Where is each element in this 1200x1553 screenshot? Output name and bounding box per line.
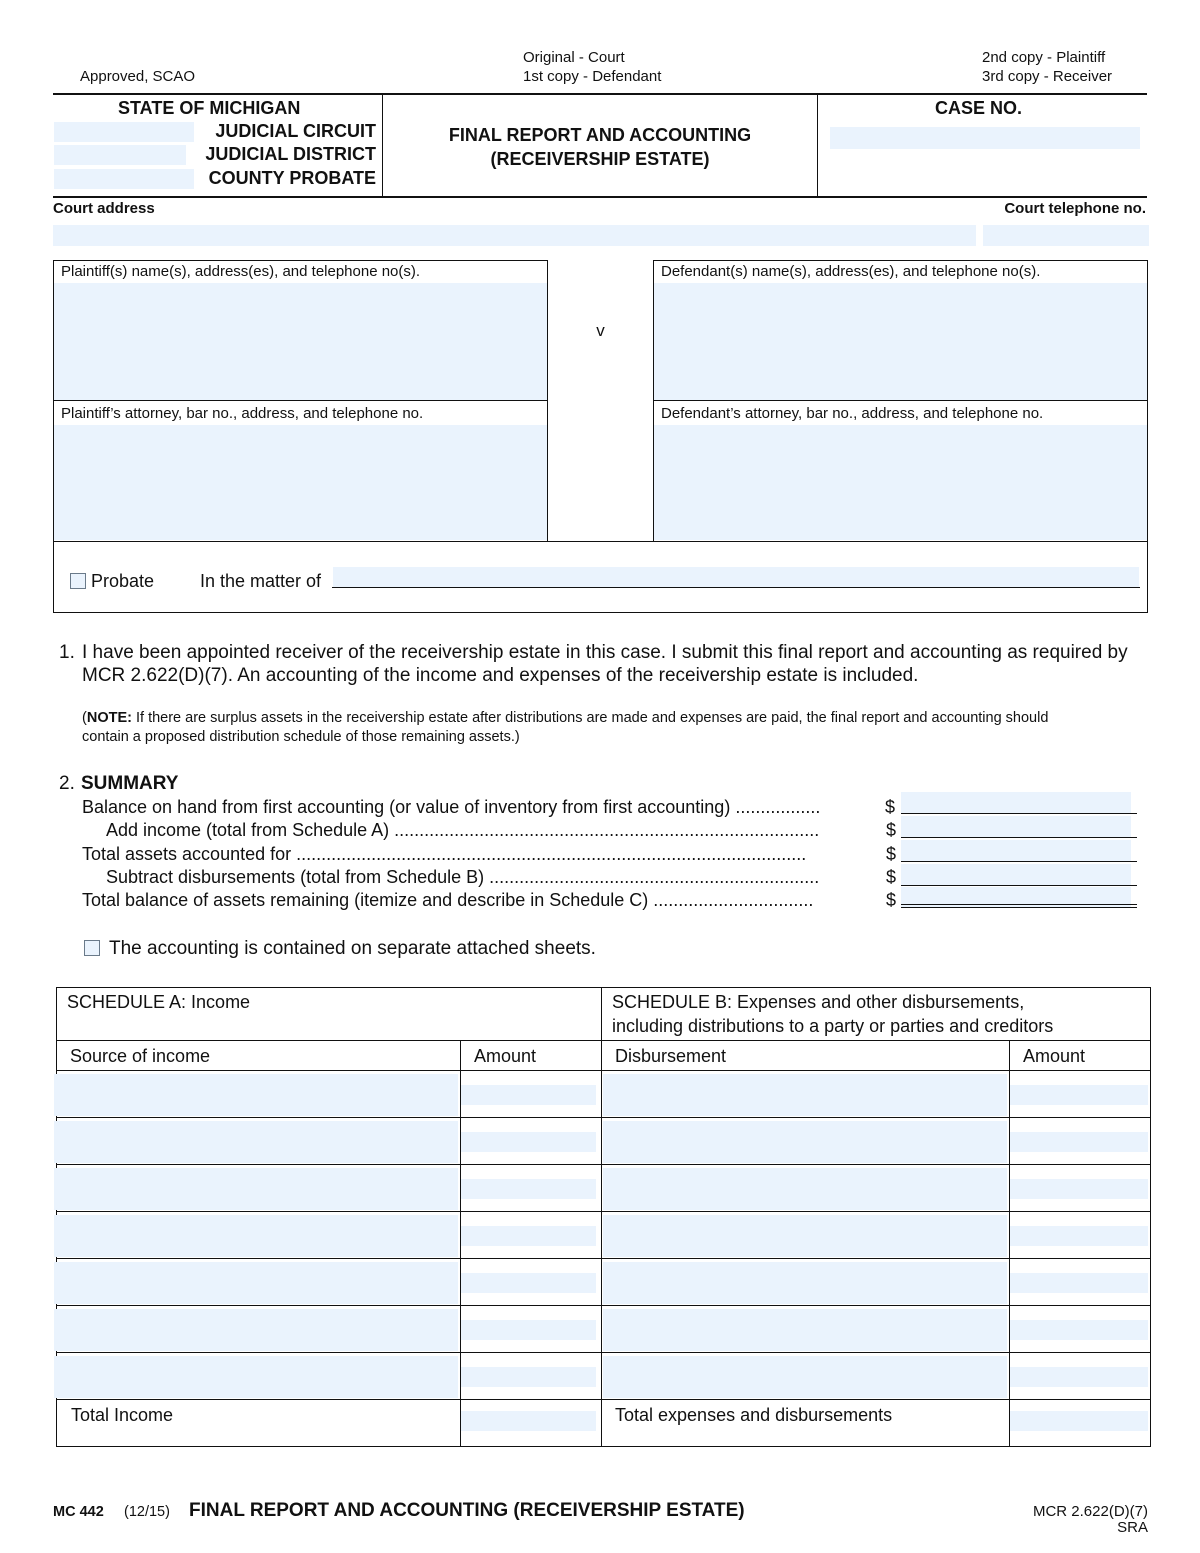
item1-text-line1: I have been appointed receiver of the receivership estate in this case. I submit this final report and accounting as required by bbox=[82, 642, 1128, 663]
footer-code: SRA bbox=[1117, 1519, 1148, 1536]
header-top-rule bbox=[53, 93, 1147, 95]
total-expenses-input[interactable] bbox=[1010, 1411, 1148, 1431]
copy-distribution-defendant: 1st copy - Defendant bbox=[523, 68, 662, 85]
income-amount-input[interactable] bbox=[461, 1320, 596, 1340]
case-no-input[interactable] bbox=[830, 127, 1140, 149]
schedule-header-rule bbox=[56, 1040, 1151, 1041]
disbursement-input[interactable] bbox=[603, 1309, 1007, 1351]
summary-input-balance[interactable] bbox=[901, 792, 1131, 813]
item1-note-line1 bbox=[82, 710, 1048, 726]
matter-underline bbox=[332, 587, 1140, 588]
court-address-label: Court address bbox=[53, 200, 155, 217]
disbursement-amount-input[interactable] bbox=[1010, 1320, 1148, 1340]
case-no-label: CASE NO. bbox=[935, 98, 1023, 118]
disbursement-amount-input[interactable] bbox=[1010, 1085, 1148, 1105]
disbursement-amount-input[interactable] bbox=[1010, 1132, 1148, 1152]
footer-form-date: (12/15) bbox=[124, 1504, 170, 1520]
plaintiff-attorney-label: Plaintiff’s attorney, bar no., address, and telephone no. bbox=[61, 405, 424, 422]
income-amount-input[interactable] bbox=[461, 1226, 596, 1246]
schedule-b-title-line1: SCHEDULE B: Expenses and other disbursements, bbox=[612, 992, 1025, 1012]
disbursement-input[interactable] bbox=[603, 1262, 1007, 1304]
item1-number: 1. bbox=[59, 642, 75, 663]
income-source-input[interactable] bbox=[54, 1074, 458, 1116]
summary-row-balance bbox=[82, 797, 885, 818]
disbursement-amount-input[interactable] bbox=[1010, 1226, 1148, 1246]
summary-double-underline-1 bbox=[901, 904, 1137, 905]
versus-text: v bbox=[596, 321, 605, 340]
summary-currency-balance: $ bbox=[885, 797, 896, 817]
summary-input-total-assets[interactable] bbox=[901, 840, 1131, 861]
disbursement-input[interactable] bbox=[603, 1121, 1007, 1163]
circuit-label: JUDICIAL CIRCUIT bbox=[215, 121, 376, 141]
defendant-input[interactable] bbox=[654, 283, 1147, 400]
plaintiff-attorney-input[interactable] bbox=[54, 425, 547, 540]
district-input[interactable] bbox=[54, 145, 186, 165]
matter-label: In the matter of bbox=[200, 571, 322, 591]
summary-currency-remaining: $ bbox=[886, 890, 897, 910]
summary-row-total-assets bbox=[82, 844, 882, 865]
copy-distribution-original: Original - Court bbox=[523, 49, 625, 66]
summary-heading: SUMMARY bbox=[81, 773, 179, 794]
probate-checkbox-label: Probate bbox=[91, 571, 155, 591]
schedule-row-rule bbox=[56, 1258, 1151, 1259]
income-amount-input[interactable] bbox=[461, 1273, 596, 1293]
probate-label: COUNTY PROBATE bbox=[208, 168, 376, 188]
footer-rule: MCR 2.622(D)(7) bbox=[1032, 1503, 1148, 1520]
summary-underline bbox=[901, 813, 1137, 814]
income-amount-input[interactable] bbox=[461, 1179, 596, 1199]
probate-checkbox[interactable] bbox=[70, 573, 86, 589]
probate-county-input[interactable] bbox=[54, 169, 194, 189]
total-income-label: Total Income bbox=[71, 1405, 174, 1425]
disbursement-amount-input[interactable] bbox=[1010, 1273, 1148, 1293]
summary-input-disbursements[interactable] bbox=[901, 864, 1131, 885]
income-amount-input[interactable] bbox=[461, 1132, 596, 1152]
schedule-row-rule bbox=[56, 1117, 1151, 1118]
summary-label-balance: Balance on hand from first accounting (or value of inventory from first accounting) bbox=[82, 797, 731, 817]
summary-underline bbox=[901, 837, 1137, 838]
total-expenses-label: Total expenses and disbursements bbox=[615, 1405, 893, 1425]
summary-dots: ..................................................................................... bbox=[389, 820, 820, 840]
schedule-row-rule bbox=[56, 1352, 1151, 1353]
form-title-line2: (RECEIVERSHIP ESTATE) bbox=[490, 149, 710, 169]
district-label: JUDICIAL DISTRICT bbox=[205, 144, 376, 164]
disbursement-amount-input[interactable] bbox=[1010, 1179, 1148, 1199]
matter-input[interactable] bbox=[333, 567, 1139, 587]
summary-underline bbox=[901, 861, 1137, 862]
court-phone-input[interactable] bbox=[983, 225, 1149, 246]
header-bottom-rule bbox=[53, 196, 1147, 198]
summary-dots: ................. bbox=[730, 797, 821, 817]
income-source-input[interactable] bbox=[54, 1309, 458, 1351]
disbursement-input[interactable] bbox=[603, 1168, 1007, 1210]
income-amount-input[interactable] bbox=[461, 1085, 596, 1105]
income-source-input[interactable] bbox=[54, 1121, 458, 1163]
summary-double-underline-2 bbox=[901, 907, 1137, 908]
summary-dots: ................................ bbox=[648, 890, 814, 910]
summary-label-disbursements: Subtract disbursements (total from Schedule B) bbox=[106, 867, 485, 887]
item1-text-line2: MCR 2.622(D)(7). An accounting of the income and expenses of the receivership estate is included. bbox=[82, 665, 919, 686]
summary-row-remaining bbox=[82, 890, 882, 911]
court-phone-label: Court telephone no. bbox=[1004, 200, 1146, 217]
disbursement-input[interactable] bbox=[603, 1215, 1007, 1257]
item1-note-line2: contain a proposed distribution schedule of those remaining assets.) bbox=[82, 729, 520, 745]
defendant-attorney-input[interactable] bbox=[654, 425, 1147, 540]
footer-form-title: FINAL REPORT AND ACCOUNTING (RECEIVERSHIP ESTATE) bbox=[189, 1500, 745, 1521]
approved-text: Approved, SCAO bbox=[80, 68, 196, 85]
total-income-input[interactable] bbox=[461, 1411, 596, 1431]
summary-currency-income: $ bbox=[886, 820, 897, 840]
schedule-row-rule bbox=[56, 1211, 1151, 1212]
form-title-line1: FINAL REPORT AND ACCOUNTING bbox=[448, 125, 752, 145]
summary-label-total-assets: Total assets accounted for bbox=[82, 844, 292, 864]
income-source-input[interactable] bbox=[54, 1168, 458, 1210]
income-source-input[interactable] bbox=[54, 1215, 458, 1257]
disbursement-amount-input[interactable] bbox=[1010, 1367, 1148, 1387]
item2-number: 2. bbox=[59, 773, 75, 794]
schedule-colhead-rule bbox=[56, 1070, 1151, 1071]
defendant-label: Defendant(s) name(s), address(es), and telephone no(s). bbox=[661, 263, 1041, 280]
col-amount-b-header: Amount bbox=[1023, 1046, 1086, 1066]
schedule-row-rule bbox=[56, 1305, 1151, 1306]
disbursement-input[interactable] bbox=[603, 1074, 1007, 1116]
disbursement-input[interactable] bbox=[603, 1356, 1007, 1398]
col-disbursement-header: Disbursement bbox=[615, 1046, 727, 1066]
schedule-b-title-line2: including distributions to a party or parties and creditors bbox=[612, 1016, 1054, 1036]
circuit-input[interactable] bbox=[54, 122, 194, 142]
summary-row-disbursements bbox=[106, 867, 882, 888]
note-open-paren: ( bbox=[82, 710, 87, 726]
income-source-input[interactable] bbox=[54, 1356, 458, 1398]
plaintiff-input[interactable] bbox=[54, 283, 547, 400]
copy-distribution-receiver: 3rd copy - Receiver bbox=[982, 68, 1113, 85]
summary-underline bbox=[901, 885, 1137, 886]
summary-currency-total-assets: $ bbox=[886, 844, 897, 864]
copy-distribution-plaintiff: 2nd copy - Plaintiff bbox=[982, 49, 1106, 66]
schedule-total-rule bbox=[56, 1399, 1151, 1400]
note-label: NOTE: bbox=[86, 710, 132, 726]
col-source-header: Source of income bbox=[70, 1046, 211, 1066]
summary-dots: .................................................................. bbox=[484, 867, 820, 887]
state-label: STATE OF MICHIGAN bbox=[118, 98, 301, 118]
footer-form-number: MC 442 bbox=[53, 1504, 104, 1520]
attached-sheets-label: The accounting is contained on separate attached sheets. bbox=[109, 938, 596, 959]
summary-label-remaining: Total balance of assets remaining (itemize and describe in Schedule C) bbox=[82, 890, 649, 910]
summary-currency-disbursements: $ bbox=[886, 867, 897, 887]
summary-dots: ...................................................................................................... bbox=[291, 844, 807, 864]
summary-input-income[interactable] bbox=[901, 816, 1131, 837]
income-source-input[interactable] bbox=[54, 1262, 458, 1304]
defendant-attorney-label: Defendant’s attorney, bar no., address, and telephone no. bbox=[661, 405, 1044, 422]
plaintiff-label: Plaintiff(s) name(s), address(es), and telephone no(s). bbox=[61, 263, 421, 280]
header-divider-right bbox=[817, 94, 818, 196]
note-text: If there are surplus assets in the receivership estate after distributions are made and expenses are paid, the final report and accounting should bbox=[131, 710, 1049, 726]
schedule-divider-middle bbox=[601, 987, 602, 1447]
summary-label-income: Add income (total from Schedule A) bbox=[106, 820, 390, 840]
attached-sheets-checkbox[interactable] bbox=[84, 940, 100, 956]
col-amount-a-header: Amount bbox=[474, 1046, 537, 1066]
schedule-a-title: SCHEDULE A: Income bbox=[67, 992, 251, 1012]
schedule-row-rule bbox=[56, 1164, 1151, 1165]
summary-row-income bbox=[106, 820, 882, 841]
income-amount-input[interactable] bbox=[461, 1367, 596, 1387]
court-address-input[interactable] bbox=[53, 225, 976, 246]
